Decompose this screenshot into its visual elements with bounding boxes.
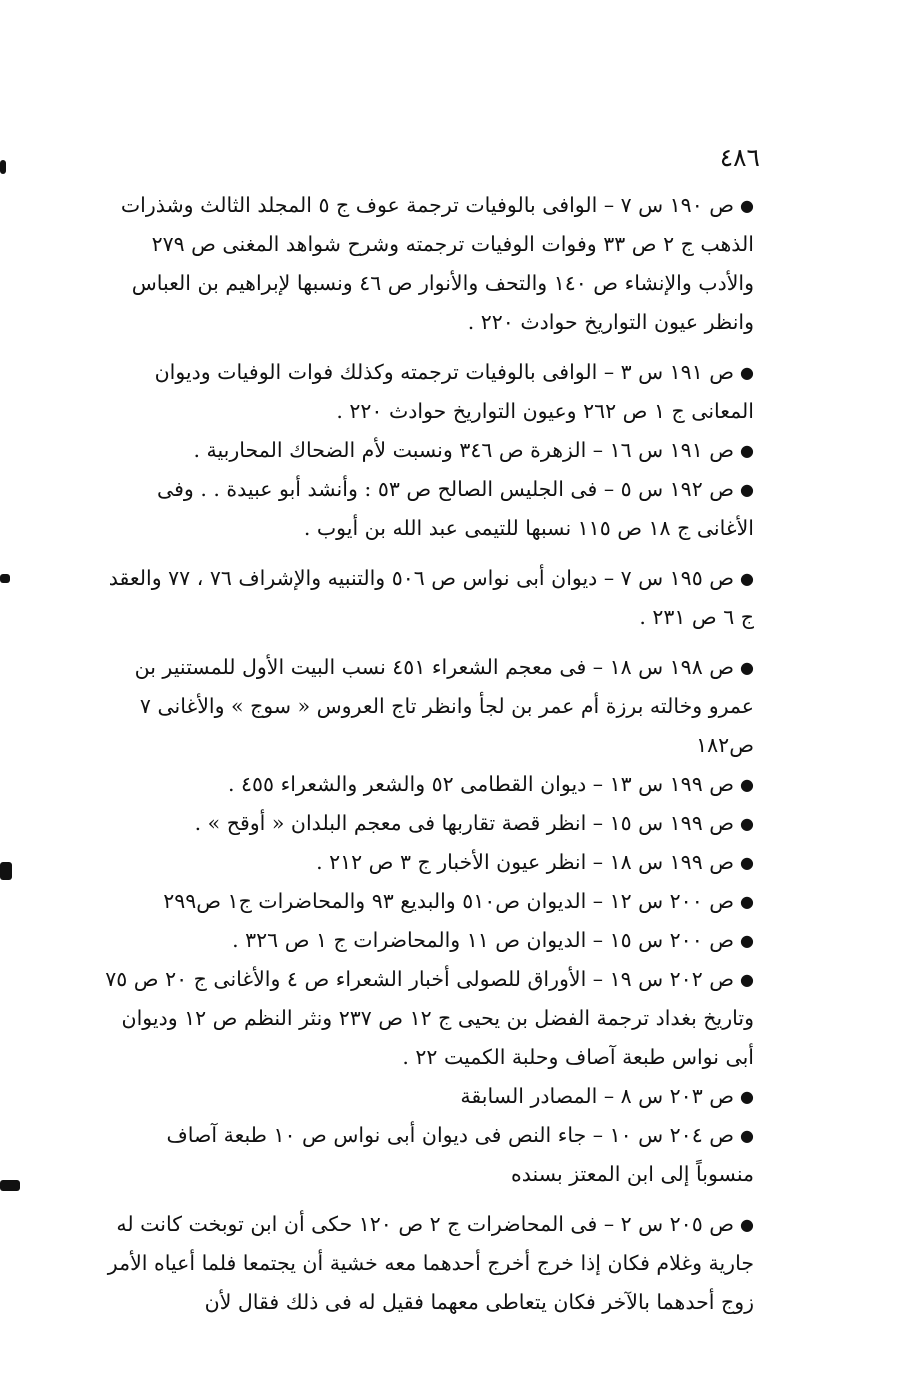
note-text: ص ١٩٩ س ١٣ – ديوان القطامى ٥٢ والشعر والشعراء ٤٥٥ . bbox=[227, 772, 735, 796]
note-text: ص ١٩٩ س ١٨ – انظر عيون الأخبار ج ٣ ص ٢١٢ . bbox=[316, 850, 735, 874]
note-text: ص ١٩٨ س ١٨ – فى معجم الشعراء ٤٥١ نسب البيت الأول للمستنير بن عمرو وخالته برزة أم عمر بن لجأ وانظر تاج العروس « سوج » والأغانى ٧ ص١٨٢ bbox=[134, 655, 754, 757]
note-entry bbox=[104, 1116, 754, 1194]
bullet-icon: ● bbox=[740, 569, 754, 588]
note-entry bbox=[104, 1205, 754, 1322]
note-entry bbox=[104, 804, 754, 843]
note-text: ص ١٩٩ س ١٥ – انظر قصة تقاربها فى معجم البلدان « أوقح » . bbox=[194, 811, 735, 835]
bullet-icon: ● bbox=[740, 1215, 754, 1234]
note-entry bbox=[104, 921, 754, 960]
note-text: ص ١٩١ س ٣ – الوافى بالوفيات ترجمته وكذلك فوات الوفيات وديوان المعانى ج ١ ص ٢٦٢ وعيون التواريخ حوادث ٢٢٠ . bbox=[154, 360, 754, 423]
bullet-icon: ● bbox=[740, 1126, 754, 1145]
note-text: ص ١٩٠ س ٧ – الوافى بالوفيات ترجمة عوف ج ٥ المجلد الثالث وشذرات الذهب ج ٢ ص ٣٣ وفوات الوفيات ترجمته وشرح شواهد المغنى ص ٢٧٩ والأدب والإنشاء ص ١٤٠ والتحف والأنوار ص ٤٦ ونسبها لإبراهيم بن العباس وانظر عيون التواريخ حوادث ٢٢٠ . bbox=[120, 193, 754, 334]
note-entry bbox=[104, 960, 754, 1077]
note-entry bbox=[104, 1077, 754, 1116]
note-text: ص ١٩٥ س ٧ – ديوان أبى نواس ص ٥٠٦ والتنبيه والإشراف ٧٦ ، ٧٧ والعقد ج ٦ ص ٢٣١ . bbox=[108, 566, 754, 629]
note-text: ص ٢٠٠ س ١٥ – الديوان ص ١١ والمحاضرات ج ١ ص ٣٢٦ . bbox=[232, 928, 735, 952]
footnotes-body bbox=[104, 186, 754, 1322]
bullet-icon: ● bbox=[740, 892, 754, 911]
note-text: ص ١٩٢ س ٥ – فى الجليس الصالح ص ٥٣ : وأنشد أبو عبيدة . . وفى الأغانى ج ١٨ ص ١١٥ نسبها للتيمى عبد الله بن أيوب . bbox=[157, 477, 754, 540]
note-text: ص ٢٠٥ س ٢ – فى المحاضرات ج ٢ ص ١٢٠ حكى أن ابن توبخت كانت له جارية وغلام فكان إذا خرج أخرج أحدهما معه خشية أن يجتمعا فلما أعياه الأمر زوج أحدهما بالآخر فكان يتعاطى معهما فقيل له فى ذلك فقال لأن bbox=[107, 1212, 754, 1314]
page-number: ٤٨٦ bbox=[719, 143, 760, 172]
note-text: ص ٢٠٣ س ٨ – المصادر السابقة bbox=[460, 1084, 735, 1108]
scan-mark bbox=[0, 862, 12, 880]
note-text: ص ٢٠٢ س ١٩ – الأوراق للصولى أخبار الشعراء ص ٤ والأغانى ج ٢٠ ص ٧٥ وتاريخ بغداد ترجمة الفضل بن يحيى ج ١٢ ص ٢٣٧ ونثر النظم ص ١٢ وديوان أبى نواس طبعة آصاف وحلبة الكميت ٢٢ . bbox=[105, 967, 754, 1069]
scan-mark bbox=[0, 160, 6, 174]
note-entry bbox=[104, 559, 754, 637]
note-entry bbox=[104, 843, 754, 882]
note-entry bbox=[104, 765, 754, 804]
note-entry bbox=[104, 186, 754, 342]
bullet-icon: ● bbox=[740, 1087, 754, 1106]
note-text: ص ٢٠٠ س ١٢ – الديوان ص٥١٠ والبديع ٩٣ والمحاضرات ج١ ص٢٩٩ bbox=[163, 889, 735, 913]
scan-mark bbox=[0, 574, 10, 583]
bullet-icon: ● bbox=[740, 775, 754, 794]
bullet-icon: ● bbox=[740, 363, 754, 382]
bullet-icon: ● bbox=[740, 970, 754, 989]
bullet-icon: ● bbox=[740, 480, 754, 499]
note-entry bbox=[104, 648, 754, 765]
note-entry bbox=[104, 882, 754, 921]
bullet-icon: ● bbox=[740, 658, 754, 677]
note-entry bbox=[104, 353, 754, 431]
note-entry bbox=[104, 431, 754, 470]
bullet-icon: ● bbox=[740, 853, 754, 872]
bullet-icon: ● bbox=[740, 196, 754, 215]
bullet-icon: ● bbox=[740, 814, 754, 833]
bullet-icon: ● bbox=[740, 931, 754, 950]
note-entry bbox=[104, 470, 754, 548]
bullet-icon: ● bbox=[740, 441, 754, 460]
note-text: ص ١٩١ س ١٦ – الزهرة ص ٣٤٦ ونسبت لأم الضحاك المحاربية . bbox=[193, 438, 735, 462]
note-text: ص ٢٠٤ س ١٠ – جاء النص فى ديوان أبى نواس ص ١٠ طبعة آصاف منسوباً إلى ابن المعتز بسنده bbox=[166, 1123, 754, 1186]
scan-mark bbox=[0, 1180, 20, 1191]
